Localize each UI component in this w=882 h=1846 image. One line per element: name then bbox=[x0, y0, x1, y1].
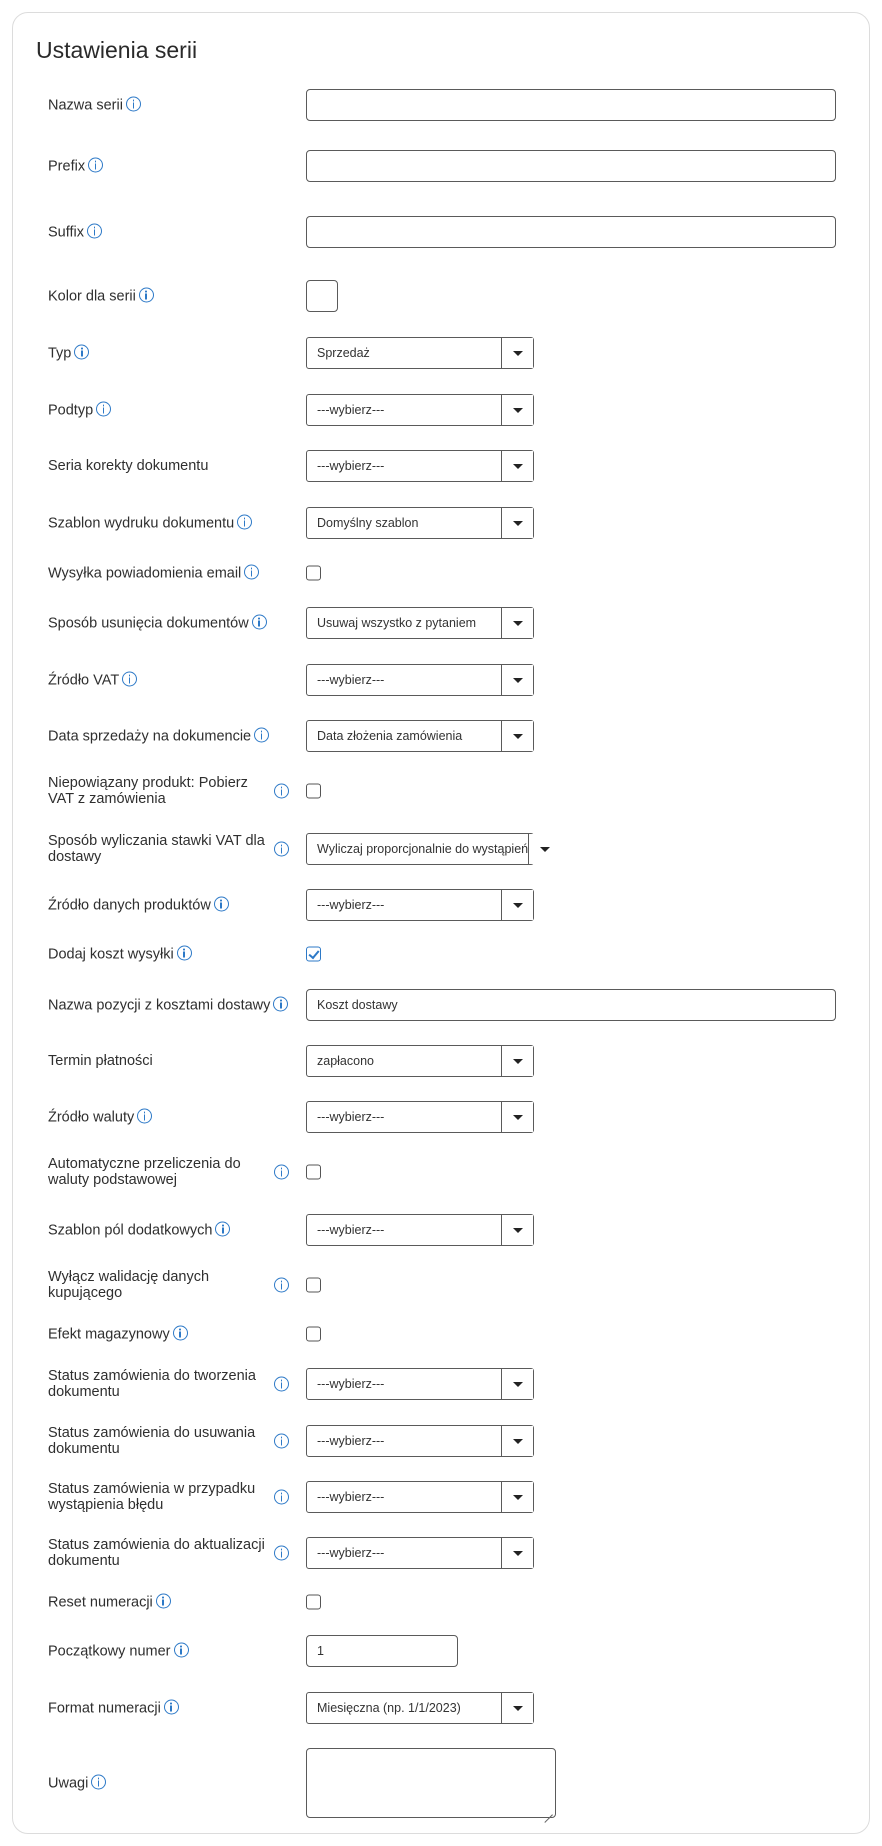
nazwa-pozycji-dostawy-input[interactable] bbox=[306, 989, 836, 1021]
label-data-sprzedazy: Data sprzedaży na dokumencie bbox=[48, 728, 308, 745]
info-icon[interactable] bbox=[122, 672, 137, 687]
label-podtyp: Podtyp bbox=[48, 402, 272, 419]
label-niepowiazany-produkt: Niepowiązany produkt: Pobierz VAT z zamówienia bbox=[48, 775, 248, 807]
format-numeracji-select[interactable]: Miesięczna (np. 1/1/2023) bbox=[306, 1692, 534, 1724]
seria-korekty-select[interactable]: ---wybierz--- bbox=[306, 450, 534, 482]
zrodlo-vat-select[interactable]: ---wybierz--- bbox=[306, 664, 534, 696]
label-status-usuwania: Status zamówienia do usuwania dokumentu bbox=[48, 1425, 256, 1457]
label-termin-platnosci: Termin płatności bbox=[48, 1053, 153, 1069]
chevron-down-icon[interactable] bbox=[501, 665, 533, 695]
label-prefix: Prefix bbox=[48, 158, 272, 175]
label-zrodlo-danych-produktow: Źródło danych produktów bbox=[48, 897, 272, 914]
chevron-down-icon[interactable] bbox=[501, 1102, 533, 1132]
nazwa-serii-input[interactable] bbox=[306, 89, 836, 121]
info-icon[interactable] bbox=[137, 1109, 152, 1124]
info-icon[interactable] bbox=[274, 1490, 289, 1505]
typ-select[interactable]: Sprzedaż bbox=[306, 337, 534, 369]
chevron-down-icon[interactable] bbox=[501, 1426, 533, 1456]
label-szablon-wydruku: Szablon wydruku dokumentu bbox=[48, 515, 308, 532]
info-icon[interactable] bbox=[173, 1326, 188, 1341]
poczatkowy-numer-input[interactable] bbox=[306, 1635, 458, 1667]
info-icon[interactable] bbox=[274, 1546, 289, 1561]
zrodlo-waluty-select[interactable]: ---wybierz--- bbox=[306, 1101, 534, 1133]
chevron-down-icon[interactable] bbox=[501, 395, 533, 425]
prefix-input[interactable] bbox=[306, 150, 836, 182]
label-format-numeracji: Format numeracji bbox=[48, 1700, 272, 1717]
info-icon[interactable] bbox=[237, 515, 252, 530]
label-zrodlo-waluty: Źródło waluty bbox=[48, 1109, 272, 1126]
info-icon[interactable] bbox=[87, 224, 102, 239]
label-poczatkowy-numer: Początkowy numer bbox=[48, 1643, 272, 1660]
info-icon[interactable] bbox=[126, 97, 141, 112]
info-icon[interactable] bbox=[214, 897, 229, 912]
info-icon[interactable] bbox=[274, 784, 289, 799]
label-nazwa-pozycji-dostawy: Nazwa pozycji z kosztami dostawy bbox=[48, 997, 308, 1014]
status-bledu-select[interactable]: ---wybierz--- bbox=[306, 1481, 534, 1513]
resize-handle-icon[interactable] bbox=[544, 1806, 553, 1815]
chevron-down-icon[interactable] bbox=[501, 338, 533, 368]
efekt-magazynowy-checkbox[interactable] bbox=[306, 1327, 321, 1342]
info-icon[interactable] bbox=[274, 1377, 289, 1392]
label-status-bledu: Status zamówienia w przypadku wystąpienia błędu bbox=[48, 1481, 256, 1513]
info-icon[interactable] bbox=[274, 1278, 289, 1293]
chevron-down-icon[interactable] bbox=[501, 890, 533, 920]
chevron-down-icon[interactable] bbox=[528, 834, 560, 864]
info-icon[interactable] bbox=[174, 1643, 189, 1658]
label-stawka-vat-dostawy: Sposób wyliczania stawki VAT dla dostawy bbox=[48, 833, 265, 865]
status-usuwania-select[interactable]: ---wybierz--- bbox=[306, 1425, 534, 1457]
chevron-down-icon[interactable] bbox=[501, 451, 533, 481]
info-icon[interactable] bbox=[88, 158, 103, 173]
automatyczne-przeliczenia-checkbox[interactable] bbox=[306, 1165, 321, 1180]
status-aktualizacji-select[interactable]: ---wybierz--- bbox=[306, 1537, 534, 1569]
chevron-down-icon[interactable] bbox=[501, 1538, 533, 1568]
label-seria-korekty: Seria korekty dokumentu bbox=[48, 458, 209, 474]
uwagi-textarea[interactable] bbox=[306, 1748, 556, 1818]
reset-numeracji-checkbox[interactable] bbox=[306, 1595, 321, 1610]
label-typ: Typ bbox=[48, 345, 272, 362]
chevron-down-icon[interactable] bbox=[501, 721, 533, 751]
info-icon[interactable] bbox=[273, 997, 288, 1012]
label-nazwa-serii: Nazwa serii bbox=[48, 97, 272, 114]
info-icon[interactable] bbox=[254, 728, 269, 743]
chevron-down-icon[interactable] bbox=[501, 608, 533, 638]
label-szablon-pol: Szablon pól dodatkowych bbox=[48, 1222, 272, 1239]
label-suffix: Suffix bbox=[48, 224, 272, 241]
info-icon[interactable] bbox=[96, 402, 111, 417]
label-dodaj-koszt-wysylki: Dodaj koszt wysyłki bbox=[48, 946, 272, 963]
suffix-input[interactable] bbox=[306, 216, 836, 248]
color-picker[interactable] bbox=[306, 280, 338, 312]
termin-platnosci-select[interactable]: zapłacono bbox=[306, 1045, 534, 1077]
info-icon[interactable] bbox=[91, 1775, 106, 1790]
chevron-down-icon[interactable] bbox=[501, 1046, 533, 1076]
stawka-vat-dostawy-select[interactable]: Wyliczaj proporcjonalnie do wystąpień bbox=[306, 833, 534, 865]
label-sposob-usuniecia: Sposób usunięcia dokumentów bbox=[48, 615, 308, 632]
page-title: Ustawienia serii bbox=[36, 37, 198, 63]
zrodlo-danych-produktow-select[interactable]: ---wybierz--- bbox=[306, 889, 534, 921]
chevron-down-icon[interactable] bbox=[501, 1693, 533, 1723]
wylacz-walidacje-checkbox[interactable] bbox=[306, 1278, 321, 1293]
wysylka-email-checkbox[interactable] bbox=[306, 566, 321, 581]
info-icon[interactable] bbox=[156, 1594, 171, 1609]
label-uwagi: Uwagi bbox=[48, 1775, 272, 1792]
info-icon[interactable] bbox=[274, 1165, 289, 1180]
info-icon[interactable] bbox=[139, 288, 154, 303]
szablon-pol-select[interactable]: ---wybierz--- bbox=[306, 1214, 534, 1246]
label-reset-numeracji: Reset numeracji bbox=[48, 1594, 272, 1611]
chevron-down-icon[interactable] bbox=[501, 508, 533, 538]
info-icon[interactable] bbox=[74, 345, 89, 360]
label-efekt-magazynowy: Efekt magazynowy bbox=[48, 1326, 272, 1343]
chevron-down-icon[interactable] bbox=[501, 1482, 533, 1512]
chevron-down-icon[interactable] bbox=[501, 1369, 533, 1399]
label-status-aktualizacji: Status zamówienia do aktualizacji dokumentu bbox=[48, 1537, 265, 1569]
label-zrodlo-vat: Źródło VAT bbox=[48, 672, 272, 689]
info-icon[interactable] bbox=[252, 615, 267, 630]
label-wylacz-walidacje: Wyłącz walidację danych kupującego bbox=[48, 1269, 210, 1301]
podtyp-select[interactable]: ---wybierz--- bbox=[306, 394, 534, 426]
niepowiazany-produkt-checkbox[interactable] bbox=[306, 784, 321, 799]
label-wysylka-email: Wysyłka powiadomienia email bbox=[48, 565, 308, 582]
sposob-usuniecia-select[interactable]: Usuwaj wszystko z pytaniem bbox=[306, 607, 534, 639]
label-kolor: Kolor dla serii bbox=[48, 288, 272, 305]
info-icon[interactable] bbox=[274, 1434, 289, 1449]
info-icon[interactable] bbox=[215, 1222, 230, 1237]
chevron-down-icon[interactable] bbox=[501, 1215, 533, 1245]
info-icon[interactable] bbox=[274, 842, 289, 857]
label-status-tworzenia: Status zamówienia do tworzenia dokumentu bbox=[48, 1368, 256, 1400]
info-icon[interactable] bbox=[177, 946, 192, 961]
status-tworzenia-select[interactable]: ---wybierz--- bbox=[306, 1368, 534, 1400]
label-automatyczne-przeliczenia: Automatyczne przeliczenia do waluty podstawowej bbox=[48, 1156, 241, 1188]
dodaj-koszt-wysylki-checkbox[interactable] bbox=[306, 947, 321, 962]
info-icon[interactable] bbox=[244, 565, 259, 580]
info-icon[interactable] bbox=[164, 1700, 179, 1715]
data-sprzedazy-select[interactable]: Data złożenia zamówienia bbox=[306, 720, 534, 752]
szablon-wydruku-select[interactable]: Domyślny szablon bbox=[306, 507, 534, 539]
